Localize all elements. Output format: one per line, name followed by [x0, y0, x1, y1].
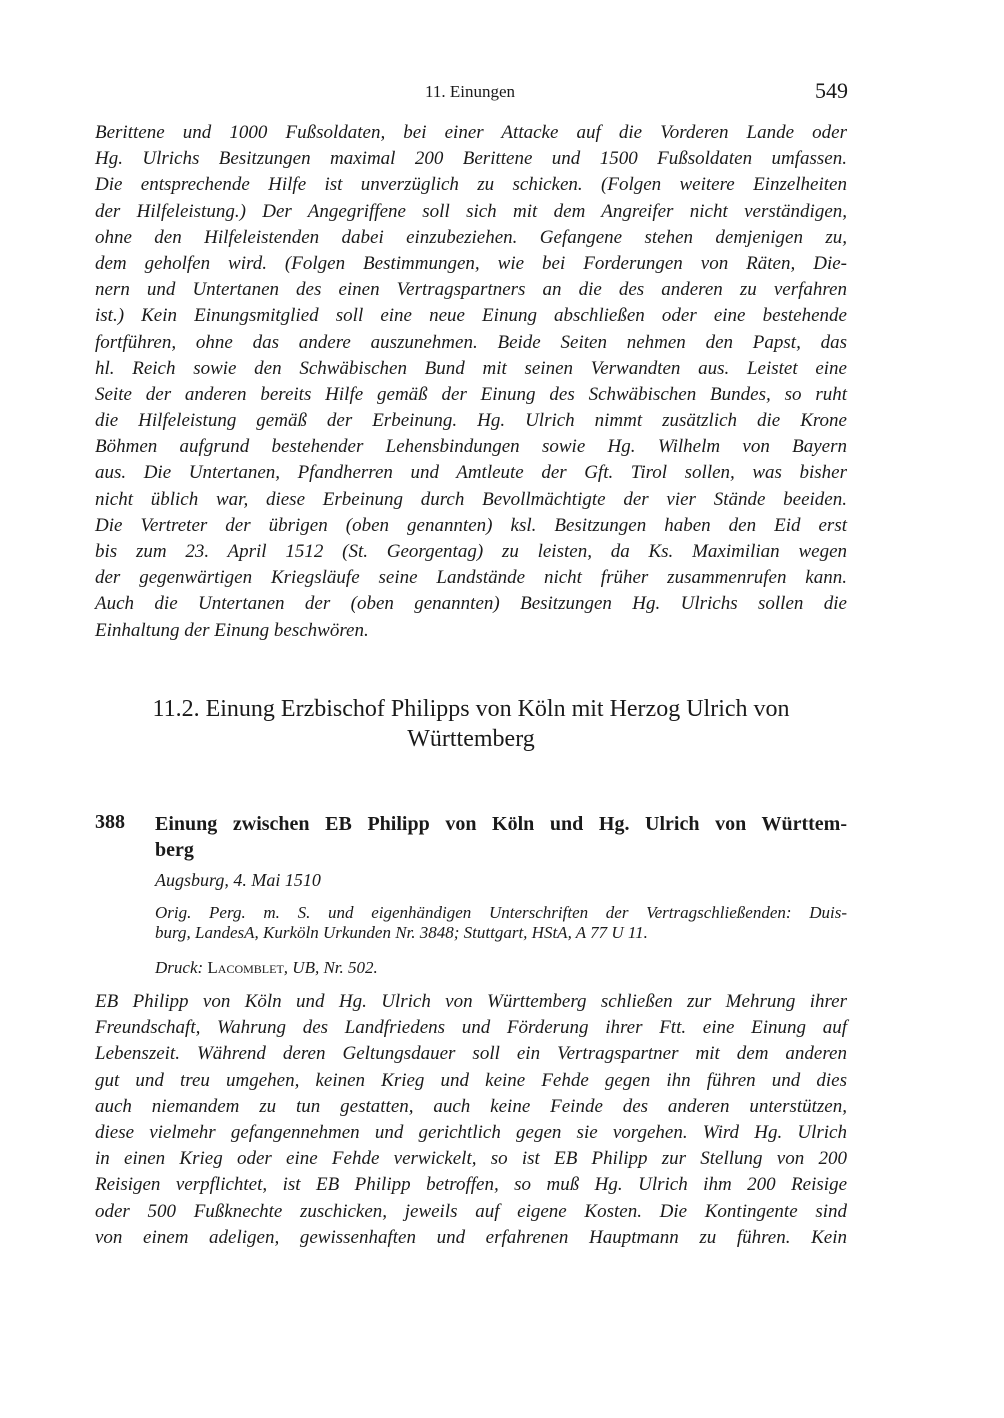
text-line: hl. Reich sowie den Schwäbischen Bund mit seinen Verwandten aus. Leistet eine: [95, 357, 847, 379]
text-line: Die entsprechende Hilfe ist unverzüglich zu schicken. (Folgen weitere Einzelheiten: [95, 174, 847, 196]
entry-title-line: berg: [155, 839, 194, 861]
text-line: Auch die Untertanen der (oben genannten) Besitzungen Hg. Ulrichs sollen die: [95, 593, 847, 615]
text-line: aus. Die Untertanen, Pfandherren und Amtleute der Gft. Tirol sollen, was bisher: [95, 462, 847, 484]
text-line: Hg. Ulrichs Besitzungen maximal 200 Berittene und 1500 Fußsoldaten umfassen.: [95, 148, 847, 170]
text-line: Freundschaft, Wahrung des Landfriedens und Förderung ihrer Ftt. eine Einung auf: [95, 1017, 847, 1039]
print-author: Lacomblet: [207, 958, 284, 977]
source-line: Orig. Perg. m. S. und eigenhändigen Unterschriften der Vertragschließenden: Duis-: [155, 903, 847, 922]
print-label: Druck:: [155, 958, 204, 977]
text-line: diese vielmehr gefangennehmen und gerichtlich gegen sie vorgehen. Wird Hg. Ulrich: [95, 1121, 847, 1143]
text-line: fortführen, ohne das andere auszunehmen. Beide Seiten nehmen den Papst, das: [95, 331, 847, 353]
text-line: auch niemandem zu tun gestatten, auch keine Feinde des anderen unterstützen,: [95, 1095, 847, 1117]
entry-place-date: Augsburg, 4. Mai 1510: [155, 870, 321, 890]
text-line: gut und treu umgehen, keinen Krieg und keine Fehde gegen ihn führen und dies: [95, 1069, 847, 1091]
entry-title-line: Einung zwischen EB Philipp von Köln und Hg. Ulrich von Württem-: [155, 813, 847, 835]
text-line: dem geholfen wird. (Folgen Bestimmungen, wie bei Forderungen von Räten, Die-: [95, 252, 847, 274]
text-line: oder 500 Fußknechte zuschicken, jeweils auf eigene Kosten. Die Kontingente sind: [95, 1200, 847, 1222]
entry-source: [155, 903, 847, 943]
section-heading: [95, 694, 847, 754]
text-line: in einen Krieg oder eine Fehde verwickelt, so ist EB Philipp zur Stellung von 200: [95, 1148, 847, 1170]
text-line: EB Philipp von Köln und Hg. Ulrich von Württemberg schließen zur Mehrung ihrer: [95, 991, 847, 1012]
text-line: Reisigen verpflichtet, ist EB Philipp betroffen, so muß Hg. Ulrich ihm 200 Reisige: [95, 1174, 847, 1196]
text-line: bis zum 23. April 1512 (St. Georgentag) zu leisten, da Ks. Maximilian wegen: [95, 541, 847, 562]
text-line: ist.) Kein Einungsmitglied soll eine neue Einung abschließen oder eine bestehende: [95, 305, 847, 327]
text-line: ohne den Hilfeleistenden dabei einzubeziehen. Gefangene stehen demjenigen zu,: [95, 226, 847, 248]
text-line: der Hilfeleistung.) Der Angegriffene soll sich mit dem Angreifer nicht verständigen,: [95, 200, 847, 222]
summary-paragraph-continued: [95, 120, 847, 644]
text-line: Seite der anderen bereits Hilfe gemäß der Einung des Schwäbischen Bundes, so ruht: [95, 383, 847, 405]
section-heading-line: 11.2. Einung Erzbischof Philipps von Köln mit Herzog Ulrich von: [152, 696, 790, 722]
text-line: von einem adeligen, gewissenhaften und erfahrenen Hauptmann zu führen. Kein: [95, 1226, 847, 1248]
text-line: der gegenwärtigen Kriegsläufe seine Landstände nicht früher zusammenrufen kann.: [95, 567, 847, 589]
section-heading-line: Württemberg: [407, 726, 535, 752]
summary-paragraph: [95, 989, 847, 1251]
page-number: 549: [815, 78, 848, 103]
text-line: Einhaltung der Einung beschwören.: [95, 619, 369, 641]
text-line: nicht üblich war, diese Erbeinung durch Bevollmächtigte der vier Stände beeiden.: [95, 488, 847, 510]
entry-title: [155, 811, 847, 863]
text-line: nern und Untertanen des einen Vertragspartners an die des anderen zu verfahren: [95, 279, 847, 301]
text-line: Berittene und 1000 Fußsoldaten, bei einer Attacke auf die Vorderen Lande oder: [95, 122, 847, 143]
entry-number: 388: [95, 811, 125, 833]
text-line: Lebenszeit. Während deren Geltungsdauer soll ein Vertragspartner mit dem anderen: [95, 1043, 847, 1065]
entry-print: [155, 958, 847, 978]
text-line: Die Vertreter der übrigen (oben genannten) ksl. Besitzungen haben den Eid erst: [95, 514, 847, 536]
running-title: 11. Einungen: [424, 82, 516, 101]
text-line: Böhmen aufgrund bestehender Lehensbindungen sowie Hg. Wilhelm von Bayern: [95, 436, 847, 458]
print-reference: , UB, Nr. 502.: [283, 958, 378, 977]
text-line: die Hilfeleistung gemäß der Erbeinung. Hg. Ulrich nimmt zusätzlich die Krone: [95, 410, 847, 432]
source-line: burg, LandesA, Kurköln Urkunden Nr. 3848; Stuttgart, HStA, A 77 U 11.: [155, 923, 648, 942]
